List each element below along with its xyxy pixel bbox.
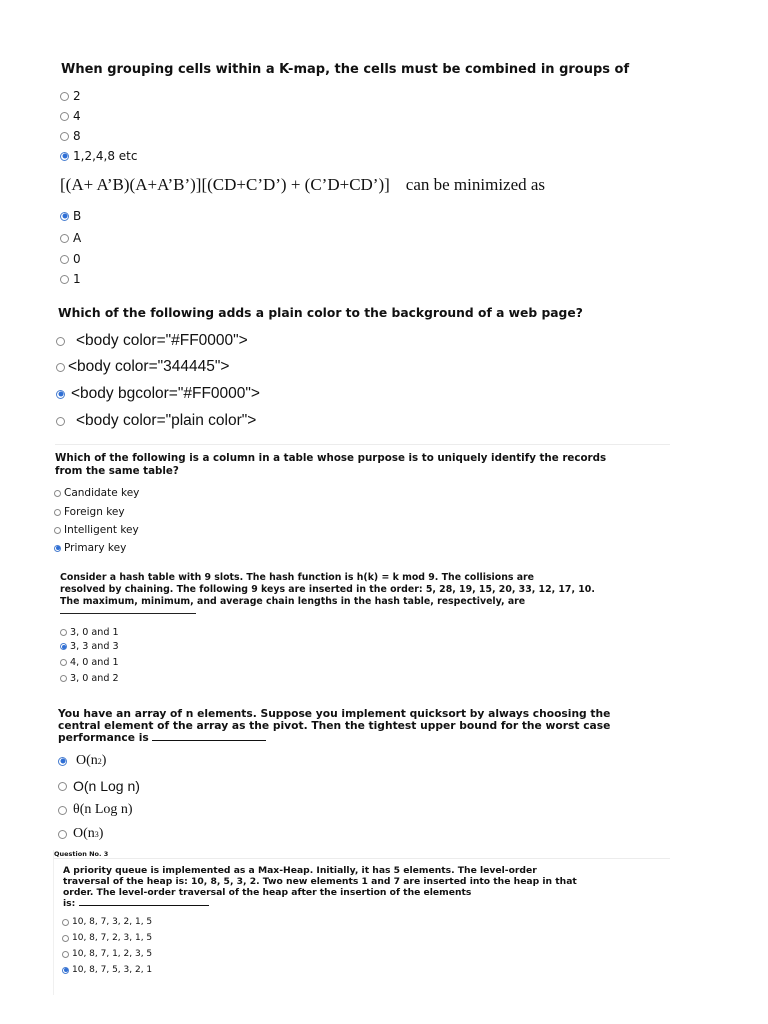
- radio-button[interactable]: [56, 417, 65, 426]
- option-heap-c[interactable]: 10, 8, 7, 1, 2, 3, 5: [62, 949, 152, 959]
- option-body-color-344445[interactable]: <body color="344445">: [56, 358, 229, 376]
- question-bgcolor: Which of the following adds a plain color to the background of a web page?: [58, 306, 583, 320]
- radio-button[interactable]: [62, 919, 69, 926]
- question-heap-line2: traversal of the heap is: 10, 8, 5, 3, 2. Two new elements 1 and 7 are inserted into the heap in that: [63, 876, 577, 887]
- question-quicksort-line1: You have an array of n elements. Suppose you implement quicksort by always choosing the: [58, 707, 611, 720]
- radio-button-selected[interactable]: [60, 152, 69, 161]
- option-body-bgcolor[interactable]: <body bgcolor="#FF0000">: [56, 385, 260, 403]
- radio-button-selected[interactable]: [62, 967, 69, 974]
- radio-button[interactable]: [60, 132, 69, 141]
- radio-button[interactable]: [60, 675, 67, 682]
- option-primary-key[interactable]: Primary key: [54, 542, 126, 554]
- radio-button[interactable]: [58, 782, 67, 791]
- question-primary-key-line1: Which of the following is a column in a table whose purpose is to uniquely identify the records: [55, 452, 607, 464]
- question-quicksort-line3: performance is: [58, 731, 266, 744]
- radio-button[interactable]: [60, 255, 69, 264]
- question-hash-line3: The maximum, minimum, and average chain lengths in the hash table, respectively, are: [60, 596, 526, 607]
- option-theta-n-log-n[interactable]: θ(n Log n): [58, 802, 133, 818]
- option-o-n-squared[interactable]: O(n 2 ): [58, 753, 106, 769]
- option-body-color-ff0000[interactable]: <body color="#FF0000">: [56, 332, 248, 350]
- question-quicksort-line2: central element of the array as the pivot. Then the tightest upper bound for the worst case: [58, 719, 611, 732]
- option-heap-b[interactable]: 10, 8, 7, 2, 3, 1, 5: [62, 933, 152, 943]
- radio-button[interactable]: [58, 806, 67, 815]
- option-boolean-a[interactable]: A: [60, 231, 81, 245]
- boolean-expression: [(A+ A’B)(A+A’B’)][(CD+C’D’) + (C’D+CD’)]: [60, 175, 390, 194]
- option-kmap-4[interactable]: 4: [60, 109, 81, 123]
- question-hash-line1: Consider a hash table with 9 slots. The hash function is h(k) = k mod 9. The collisions are: [60, 572, 535, 583]
- option-intelligent-key[interactable]: Intelligent key: [54, 524, 139, 536]
- divider: [54, 858, 670, 859]
- panel-border: [53, 850, 54, 995]
- option-body-color-plain[interactable]: <body color="plain color">: [56, 412, 256, 430]
- option-kmap-8[interactable]: 8: [60, 129, 81, 143]
- option-foreign-key[interactable]: Foreign key: [54, 506, 125, 518]
- option-hash-302[interactable]: 3, 0 and 2: [60, 673, 119, 684]
- radio-button-selected[interactable]: [60, 212, 69, 221]
- radio-button[interactable]: [60, 275, 69, 284]
- answer-blank: [60, 613, 196, 614]
- option-hash-301[interactable]: 3, 0 and 1: [60, 627, 119, 638]
- radio-button-selected[interactable]: [60, 643, 67, 650]
- radio-button[interactable]: [56, 363, 65, 372]
- radio-button[interactable]: [60, 629, 67, 636]
- option-candidate-key[interactable]: Candidate key: [54, 487, 139, 499]
- radio-button[interactable]: [56, 337, 65, 346]
- option-boolean-b[interactable]: B: [60, 209, 81, 223]
- radio-button-selected[interactable]: [54, 545, 61, 552]
- radio-button[interactable]: [60, 234, 69, 243]
- option-kmap-1248[interactable]: 1,2,4,8 etc: [60, 149, 137, 163]
- radio-button[interactable]: [60, 659, 67, 666]
- answer-blank: [152, 739, 266, 741]
- radio-button-selected[interactable]: [58, 757, 67, 766]
- radio-button[interactable]: [60, 112, 69, 121]
- radio-button[interactable]: [62, 935, 69, 942]
- option-hash-333[interactable]: 3, 3 and 3: [60, 641, 119, 652]
- option-boolean-0[interactable]: 0: [60, 252, 81, 266]
- question-kmap: When grouping cells within a K-map, the cells must be combined in groups of: [61, 62, 630, 77]
- question-hash-line2: resolved by chaining. The following 9 keys are inserted in the order: 5, 28, 19, 15, 20, 33, 12, 17, 10.: [60, 584, 595, 595]
- question-primary-key-line2: from the same table?: [55, 465, 179, 477]
- divider: [55, 444, 670, 445]
- radio-button[interactable]: [54, 527, 61, 534]
- radio-button[interactable]: [54, 490, 61, 497]
- question-number-label: Question No. 3: [54, 850, 109, 858]
- question-boolean-expression: [60, 175, 545, 195]
- question-heap-line4: is:: [63, 898, 209, 909]
- option-heap-d[interactable]: 10, 8, 7, 5, 3, 2, 1: [62, 965, 152, 975]
- answer-blank: [79, 904, 209, 906]
- option-o-n-log-n[interactable]: O(n Log n): [58, 778, 140, 794]
- radio-button[interactable]: [60, 92, 69, 101]
- question-heap-line3: order. The level-order traversal of the heap after the insertion of the elements: [63, 887, 472, 898]
- option-boolean-1[interactable]: 1: [60, 272, 81, 286]
- option-kmap-2[interactable]: 2: [60, 89, 81, 103]
- radio-button[interactable]: [62, 951, 69, 958]
- option-hash-401[interactable]: 4, 0 and 1: [60, 657, 119, 668]
- radio-button[interactable]: [54, 509, 61, 516]
- option-heap-a[interactable]: 10, 8, 7, 3, 2, 1, 5: [62, 917, 152, 927]
- radio-button-selected[interactable]: [56, 390, 65, 399]
- radio-button[interactable]: [58, 830, 67, 839]
- option-o-n-cubed[interactable]: O(n 3 ): [58, 826, 103, 842]
- expression-suffix: can be minimized as: [405, 175, 546, 194]
- question-heap-line1: A priority queue is implemented as a Max-Heap. Initially, it has 5 elements. The level-order: [63, 865, 537, 876]
